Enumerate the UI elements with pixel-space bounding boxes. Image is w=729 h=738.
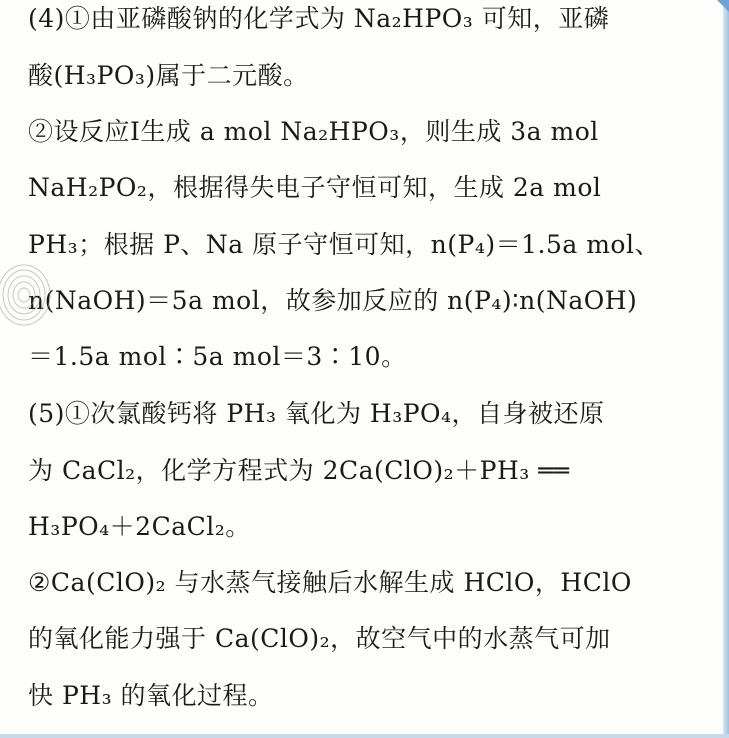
text-line: 的氧化能力强于 Ca(ClO)₂，故空气中的水蒸气可加 <box>28 624 611 653</box>
text-line: n(NaOH)＝5a mol，故参加反应的 n(P₄)∶n(NaOH) <box>28 286 638 315</box>
scan-bottom-edge <box>0 734 729 738</box>
text-line: (5)①次氯酸钙将 PH₃ 氧化为 H₃PO₄，自身被还原 <box>28 399 605 428</box>
text-line: PH₃；根据 P、Na 原子守恒可知，n(P₄)＝1.5a mol、 <box>28 230 660 259</box>
scan-edge <box>723 0 729 738</box>
text-line: 酸(H₃PO₃)属于二元酸。 <box>28 61 309 90</box>
scan-corner-marker <box>717 0 729 12</box>
text-line: 为 CaCl₂，化学方程式为 2Ca(ClO)₂＋PH₃ ══ <box>28 456 570 485</box>
text-line: ②设反应Ⅰ生成 a mol Na₂HPO₃，则生成 3a mol <box>28 117 599 146</box>
text-line: (4)①由亚磷酸钠的化学式为 Na₂HPO₃ 可知，亚磷 <box>28 4 610 33</box>
text-line: NaH₂PO₂，根据得失电子守恒可知，生成 2a mol <box>28 173 602 202</box>
text-line: ②Ca(ClO)₂ 与水蒸气接触后水解生成 HClO，HClO <box>28 568 632 597</box>
text-line: ＝1.5a mol∶5a mol＝3∶10。 <box>28 342 407 371</box>
text-line: 快 PH₃ 的氧化过程。 <box>28 681 274 710</box>
fingerprint-smudge <box>0 250 84 340</box>
text-line: H₃PO₄＋2CaCl₂。 <box>28 512 251 541</box>
